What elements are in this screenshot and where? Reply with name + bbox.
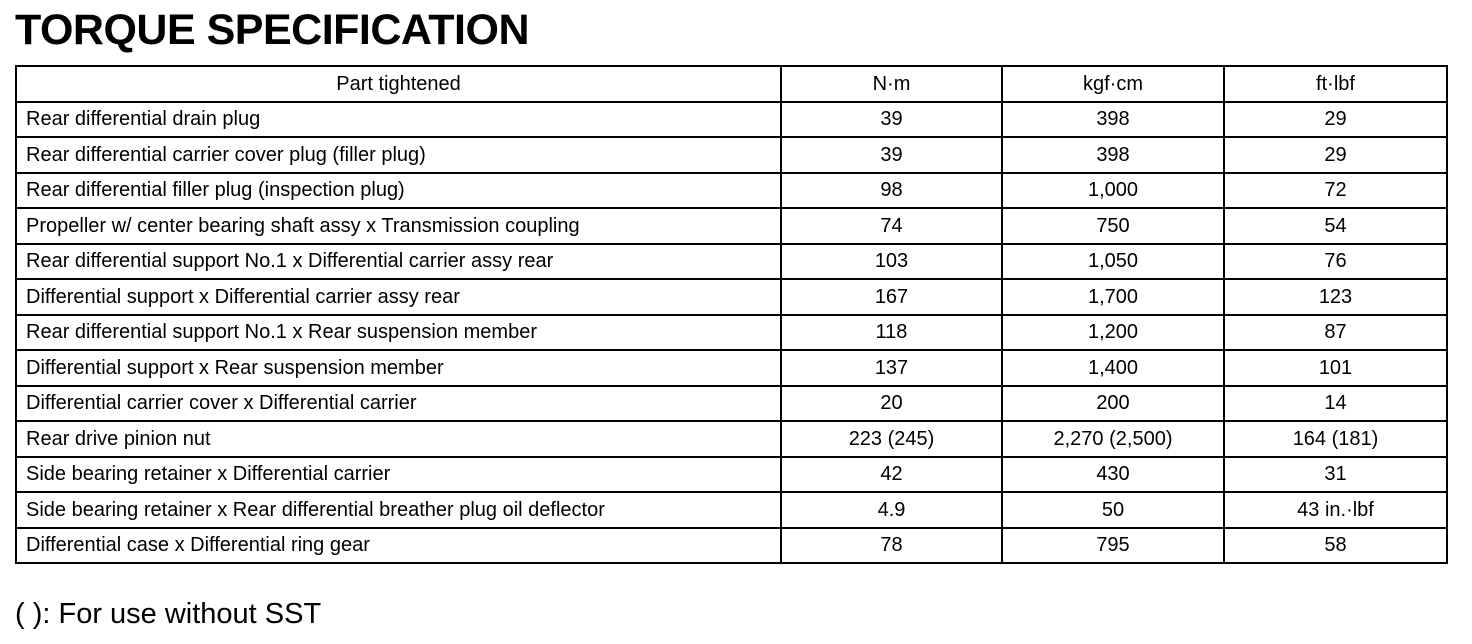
cell-part-tightened: Rear differential support No.1 x Differential carrier assy rear xyxy=(16,244,781,280)
cell-part-tightened: Propeller w/ center bearing shaft assy x Transmission coupling xyxy=(16,208,781,244)
table-row xyxy=(16,244,1447,280)
cell-ft-lbf-value: 14 xyxy=(1224,386,1447,422)
table-row xyxy=(16,350,1447,386)
cell-ft-lbf-value: 72 xyxy=(1224,173,1447,209)
header-kgf-cm: kgf·cm xyxy=(1002,66,1224,102)
cell-part-tightened: Rear differential drain plug xyxy=(16,102,781,138)
cell-kgf-cm-value: 750 xyxy=(1002,208,1224,244)
cell-nm-value: 98 xyxy=(781,173,1002,209)
table-row xyxy=(16,208,1447,244)
sst-footnote: ( ): For use without SST xyxy=(15,598,322,630)
cell-part-tightened: Differential support x Differential carrier assy rear xyxy=(16,279,781,315)
table-row xyxy=(16,102,1447,138)
table-header-row xyxy=(16,66,1447,102)
cell-part-tightened: Differential case x Differential ring gear xyxy=(16,528,781,564)
cell-part-tightened: Side bearing retainer x Differential carrier xyxy=(16,457,781,493)
cell-nm-value: 4.9 xyxy=(781,492,1002,528)
cell-part-tightened: Rear differential carrier cover plug (filler plug) xyxy=(16,137,781,173)
cell-nm-value: 74 xyxy=(781,208,1002,244)
table-row xyxy=(16,173,1447,209)
cell-nm-value: 78 xyxy=(781,528,1002,564)
cell-ft-lbf-value: 87 xyxy=(1224,315,1447,351)
cell-kgf-cm-value: 200 xyxy=(1002,386,1224,422)
cell-kgf-cm-value: 1,700 xyxy=(1002,279,1224,315)
cell-ft-lbf-value: 76 xyxy=(1224,244,1447,280)
cell-kgf-cm-value: 398 xyxy=(1002,137,1224,173)
cell-nm-value: 20 xyxy=(781,386,1002,422)
cell-nm-value: 39 xyxy=(781,137,1002,173)
cell-part-tightened: Differential support x Rear suspension member xyxy=(16,350,781,386)
cell-kgf-cm-value: 1,400 xyxy=(1002,350,1224,386)
cell-kgf-cm-value: 1,200 xyxy=(1002,315,1224,351)
cell-part-tightened: Rear differential support No.1 x Rear suspension member xyxy=(16,315,781,351)
cell-nm-value: 42 xyxy=(781,457,1002,493)
cell-kgf-cm-value: 1,050 xyxy=(1002,244,1224,280)
cell-kgf-cm-value: 795 xyxy=(1002,528,1224,564)
cell-nm-value: 167 xyxy=(781,279,1002,315)
table-row xyxy=(16,137,1447,173)
cell-kgf-cm-value: 2,270 (2,500) xyxy=(1002,421,1224,457)
table-row xyxy=(16,492,1447,528)
cell-ft-lbf-value: 54 xyxy=(1224,208,1447,244)
header-part-tightened: Part tightened xyxy=(16,66,781,102)
cell-ft-lbf-value: 31 xyxy=(1224,457,1447,493)
table-row xyxy=(16,528,1447,564)
table-row xyxy=(16,421,1447,457)
cell-part-tightened: Rear drive pinion nut xyxy=(16,421,781,457)
cell-nm-value: 103 xyxy=(781,244,1002,280)
cell-ft-lbf-value: 43 in.·lbf xyxy=(1224,492,1447,528)
page-title: TORQUE SPECIFICATION xyxy=(15,6,529,54)
table-row xyxy=(16,386,1447,422)
header-ft-lbf: ft·lbf xyxy=(1224,66,1447,102)
table-row xyxy=(16,279,1447,315)
cell-ft-lbf-value: 29 xyxy=(1224,137,1447,173)
cell-nm-value: 223 (245) xyxy=(781,421,1002,457)
cell-kgf-cm-value: 1,000 xyxy=(1002,173,1224,209)
cell-nm-value: 137 xyxy=(781,350,1002,386)
cell-ft-lbf-value: 101 xyxy=(1224,350,1447,386)
cell-kgf-cm-value: 430 xyxy=(1002,457,1224,493)
cell-nm-value: 39 xyxy=(781,102,1002,138)
table-body xyxy=(16,102,1447,564)
cell-part-tightened: Differential carrier cover x Differential carrier xyxy=(16,386,781,422)
torque-spec-table xyxy=(15,65,1448,564)
cell-ft-lbf-value: 164 (181) xyxy=(1224,421,1447,457)
table-row xyxy=(16,315,1447,351)
cell-part-tightened: Rear differential filler plug (inspection plug) xyxy=(16,173,781,209)
cell-kgf-cm-value: 50 xyxy=(1002,492,1224,528)
header-nm: N·m xyxy=(781,66,1002,102)
cell-nm-value: 118 xyxy=(781,315,1002,351)
cell-ft-lbf-value: 123 xyxy=(1224,279,1447,315)
cell-ft-lbf-value: 29 xyxy=(1224,102,1447,138)
cell-ft-lbf-value: 58 xyxy=(1224,528,1447,564)
table-row xyxy=(16,457,1447,493)
cell-kgf-cm-value: 398 xyxy=(1002,102,1224,138)
cell-part-tightened: Side bearing retainer x Rear differential breather plug oil deflector xyxy=(16,492,781,528)
